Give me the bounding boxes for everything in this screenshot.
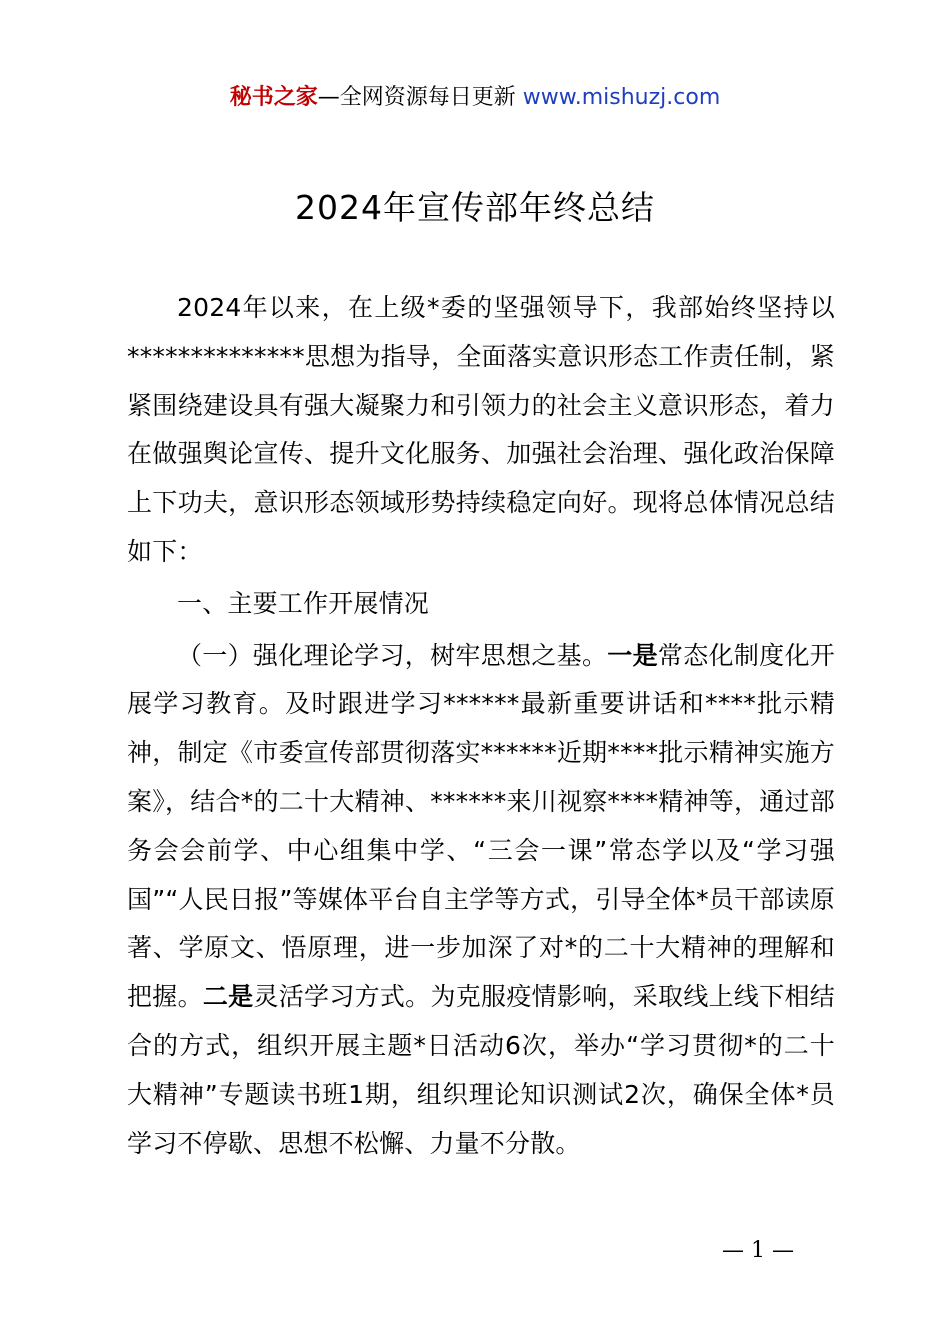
banner-url-link[interactable]: www.mishuzj.com (522, 85, 721, 110)
banner-brand: 秘书之家 (229, 85, 318, 110)
section-heading: 一、主要工作开展情况 (177, 588, 430, 618)
subsection-heading: （一）强化理论学习，树牢思想之基。 (177, 640, 608, 670)
point-one-text: 常态化制度化开展学习教育。及时跟进学习******最新重要讲话和****批示精神，制定《市委宣传部贯彻落实******近期****批示精神实施方案》，结合*的二十大精神、******来川视察****精神等，通过部务会会前学、中心组集中学、“三会一课”常态学以及“学习强国”“人民日报”等媒体平台自主学等方式，引导全体*员干部读原著、学原文、悟原理，进一步加深了对*的二十大精神的理解和把握。 (127, 640, 835, 1012)
document-body (127, 284, 835, 1168)
subsection-paragraph (127, 632, 835, 1169)
point-two-marker: 二是 (202, 982, 254, 1012)
intro-paragraph: 2024年以来，在上级*委的坚强领导下，我部始终坚持以**************思想为指导，全面落实意识形态工作责任制，紧紧围绕建设具有强大凝聚力和引领力的社会主义意识形态，着力在做强舆论宣传、提升文化服务、加强社会治理、强化政治保障上下功夫，意识形态领域形势持续稳定向好。现将总体情况总结如下： (127, 293, 835, 566)
point-one-marker: 一是 (607, 640, 658, 670)
document-title: 2024年宣传部年终总结 (295, 188, 655, 227)
site-banner (0, 80, 950, 111)
point-two-text: 灵活学习方式。为克服疫情影响，采取线上线下相结合的方式，组织开展主题*日活动6次，举办“学习贯彻*的二十大精神”专题读书班1期，组织理论知识测试2次，确保全体*员学习不停歇、思想不松懈、力量不分散。 (127, 982, 835, 1158)
page-number: — 1 — (722, 1238, 794, 1263)
banner-tagline: —全网资源每日更新 (317, 85, 523, 110)
